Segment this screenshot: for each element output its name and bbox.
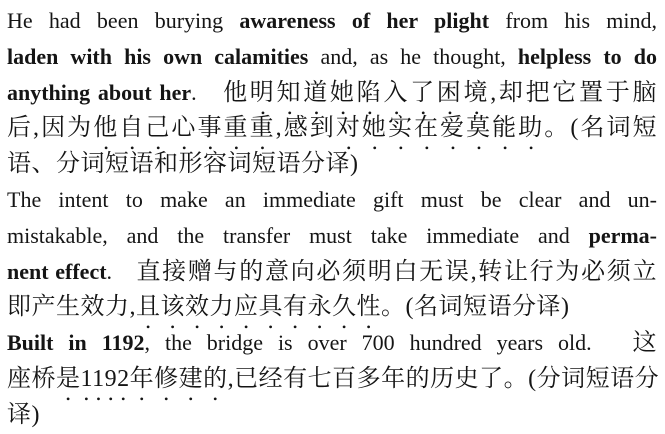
text-segment: ,却把它置于脑 bbox=[490, 79, 657, 106]
text-line bbox=[7, 254, 657, 290]
text-segment: 直接赠与的意向必须明白无误,转让行为必须立 bbox=[136, 258, 657, 285]
text-line bbox=[7, 110, 657, 146]
text-segment: ,感到 bbox=[275, 115, 336, 142]
text-line bbox=[7, 3, 657, 39]
text-line bbox=[7, 39, 657, 75]
text-line bbox=[7, 182, 657, 218]
text-segment: from his mind, bbox=[489, 8, 657, 33]
bold-english-text: perma- bbox=[588, 222, 657, 248]
emphasized-chinese-text: 他自己心事重重 bbox=[93, 115, 276, 142]
text-line bbox=[7, 325, 657, 361]
text-line bbox=[7, 146, 657, 182]
text-segment: 即产生效力, bbox=[7, 294, 136, 321]
text-segment: 。(名词短 bbox=[544, 115, 658, 142]
bold-english-text: nent effect bbox=[7, 258, 107, 284]
emphasized-chinese-text: 对她实在爱莫能助 bbox=[335, 115, 545, 142]
emphasized-chinese-text: 且该效力应具有永久性 bbox=[136, 294, 381, 321]
bold-english-text: Built in 1192 bbox=[7, 330, 145, 356]
text-segment: . bbox=[191, 79, 224, 105]
bold-english-text: anything about her bbox=[7, 79, 192, 105]
text-segment: 。(名词短语分译) bbox=[381, 294, 570, 321]
text-segment: ,已经有七百多年的历史了。(分词短语分 bbox=[227, 365, 660, 392]
bold-english-text: laden with his own calamities bbox=[7, 43, 309, 69]
text-segment: The intent to make an immediate gift must be clear and un- bbox=[7, 186, 657, 212]
emphasized-chinese-text: 是1192年修建的 bbox=[56, 365, 228, 392]
text-line bbox=[7, 397, 657, 433]
text-segment: mistakable, and the transfer must take immediate and bbox=[7, 222, 589, 248]
text-segment: He had been burying bbox=[7, 8, 240, 33]
bold-english-text: awareness of her plight bbox=[239, 8, 490, 33]
bold-english-text: helpless to do bbox=[517, 43, 657, 69]
text-segment: , the bridge is over 700 hundred years old. bbox=[144, 330, 633, 356]
text-block bbox=[7, 3, 660, 433]
text-segment: 译) bbox=[7, 401, 40, 428]
text-segment: 语、分词短语和形容词短语分译) bbox=[7, 151, 359, 178]
text-segment: . bbox=[106, 258, 137, 284]
text-line bbox=[7, 289, 657, 325]
text-segment: 这 bbox=[632, 330, 657, 357]
text-segment: 座桥 bbox=[7, 365, 56, 392]
emphasized-chinese-text: 明知道她陷入了困境 bbox=[249, 79, 491, 106]
text-segment: 他 bbox=[223, 79, 250, 106]
text-line bbox=[7, 75, 657, 111]
text-segment: and, as he thought, bbox=[308, 43, 518, 69]
text-segment: 后,因为 bbox=[7, 115, 94, 142]
text-line bbox=[7, 218, 657, 254]
text-line bbox=[7, 361, 660, 397]
